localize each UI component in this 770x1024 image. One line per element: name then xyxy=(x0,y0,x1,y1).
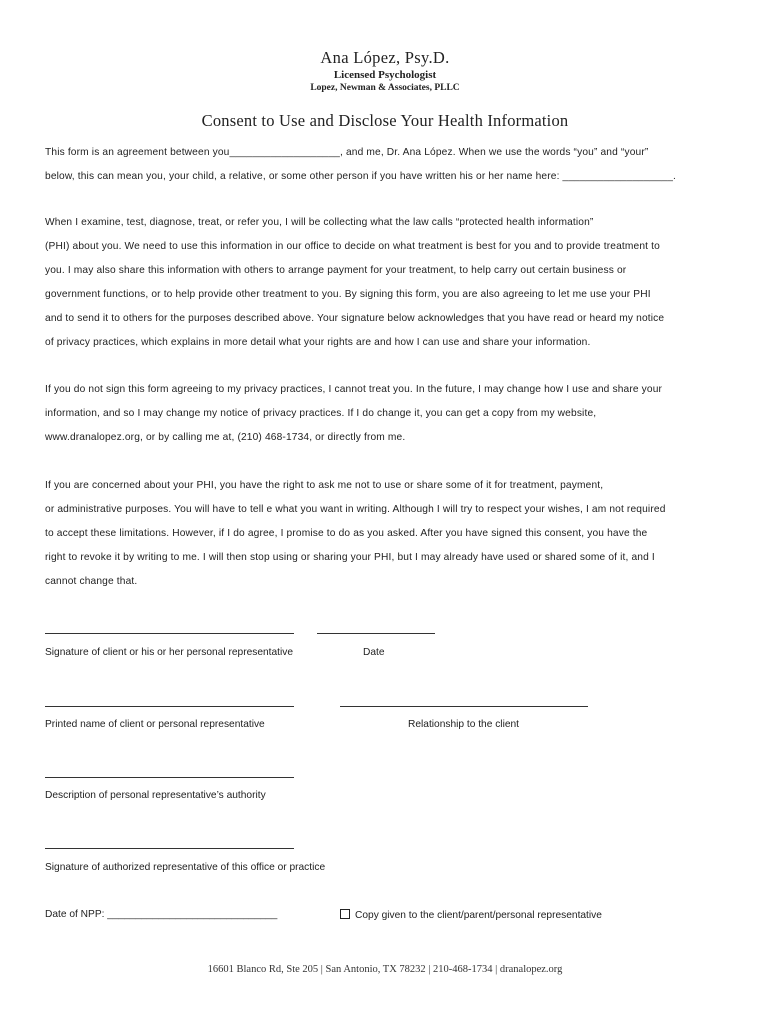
practice-name: Lopez, Newman & Associates, PLLC xyxy=(310,83,460,93)
credential: Licensed Psychologist xyxy=(333,69,437,81)
paragraph-line: right to revoke it by writing to me. I will then stop using or sharing your PHI, but I may already have used or shared some of it, and I xyxy=(45,552,655,563)
client-signature-line[interactable] xyxy=(45,633,294,634)
document-title: Consent to Use and Disclose Your Health Information xyxy=(201,111,569,130)
relationship-line[interactable] xyxy=(340,706,588,707)
client-signature-label: Signature of client or his or her personal representative xyxy=(45,647,294,658)
checkbox-icon[interactable] xyxy=(340,909,350,919)
paragraph-line: information, and so I may change my notice of privacy practices. If I do change it, you can get a copy from my website, xyxy=(45,408,597,419)
printed-name-line[interactable] xyxy=(45,706,294,707)
printed-name-label: Printed name of client or personal representative xyxy=(45,719,265,730)
paragraph-line: to accept these limitations. However, if I do agree, I promise to do as you asked. After you have signed this consent, you have the xyxy=(45,528,648,539)
office-signature-label: Signature of authorized representative of this office or practice xyxy=(45,862,326,873)
paragraph-line: (PHI) about you. We need to use this information in our office to decide on what treatment is best for you and to provide treatment to xyxy=(45,241,660,252)
footer-address: 16601 Blanco Rd, Ste 205 | San Antonio, TX 78232 | 210-468-1734 | dranalopez.org xyxy=(207,964,563,975)
paragraph-line: cannot change that. xyxy=(45,576,138,587)
paragraph-line: you. I may also share this information with others to arrange payment for your treatment, to help carry out certain business or xyxy=(45,265,627,276)
date-label: Date xyxy=(363,647,385,658)
copy-given-option[interactable] xyxy=(340,909,602,921)
paragraph-line: or administrative purposes. You will have to tell e what you want in writing. Although I will try to respect your wishes, I am not required xyxy=(45,504,666,515)
paragraph-line: This form is an agreement between you___________________, and me, Dr. Ana López. When we use the words “you” and “your” xyxy=(45,147,649,158)
paragraph-line: government functions, or to help provide other treatment to you. By signing this form, you are also agreeing to let me use your PHI xyxy=(45,289,651,300)
practitioner-name: Ana López, Psy.D. xyxy=(320,48,450,67)
copy-given-label: Copy given to the client/parent/personal representative xyxy=(355,910,602,921)
office-signature-line[interactable] xyxy=(45,848,294,849)
paragraph-line: and to send it to others for the purposes described above. Your signature below acknowledges that you have read or heard my notice xyxy=(45,313,665,324)
paragraph-line: www.dranalopez.org, or by calling me at, (210) 468-1734, or directly from me. xyxy=(45,432,406,443)
paragraph-line: If you do not sign this form agreeing to my privacy practices, I cannot treat you. In the future, I may change how I use and share your xyxy=(45,384,663,395)
paragraph-line: When I examine, test, diagnose, treat, or refer you, I will be collecting what the law calls “protected health information” xyxy=(45,217,594,228)
paragraph-line: If you are concerned about your PHI, you have the right to ask me not to use or share some of it for treatment, payment, xyxy=(45,480,604,491)
date-of-npp-field[interactable]: Date of NPP: ______________________________ xyxy=(45,909,278,920)
paragraph-line: below, this can mean you, your child, a relative, or some other person if you have written his or her name here: ___________________. xyxy=(45,171,677,182)
paragraph-line: of privacy practices, which explains in more detail what your rights are and how I can use and share your information. xyxy=(45,337,591,348)
authority-description-line[interactable] xyxy=(45,777,294,778)
date-line[interactable] xyxy=(317,633,435,634)
authority-description-label: Description of personal representative’s authority xyxy=(45,790,266,801)
relationship-label: Relationship to the client xyxy=(408,719,519,730)
